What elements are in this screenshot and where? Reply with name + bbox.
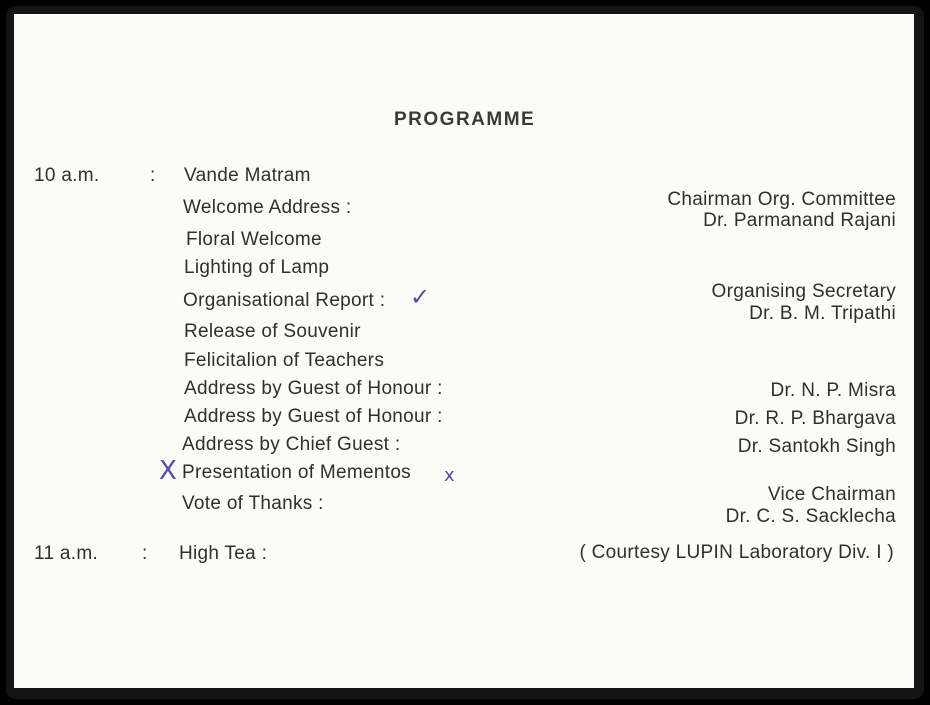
report-name: Dr. B. M. Tripathi xyxy=(749,303,896,324)
item-welcome-address: Welcome Address : xyxy=(183,197,352,218)
item-vote-of-thanks: Vote of Thanks : xyxy=(182,493,324,514)
guest1-name: Dr. N. P. Misra xyxy=(770,380,896,401)
page-title: PROGRAMME xyxy=(394,109,536,130)
cross-mark-icon: X xyxy=(159,456,177,486)
item-vande-matram: Vande Matram xyxy=(184,165,311,186)
item-organisational-report: Organisational Report : xyxy=(183,290,386,311)
guest2-name: Dr. R. P. Bhargava xyxy=(734,408,896,429)
time-colon: : xyxy=(150,165,156,186)
item-guest-honour-1: Address by Guest of Honour : xyxy=(184,378,443,399)
item-release-souvenir: Release of Souvenir xyxy=(184,321,361,342)
time-colon: : xyxy=(142,543,148,564)
chief-guest-name: Dr. Santokh Singh xyxy=(737,436,896,457)
item-presentation-mementos: Presentation of Mementos xyxy=(182,462,411,483)
time-10am: 10 a.m. xyxy=(34,165,100,186)
report-role: Organising Secretary xyxy=(711,281,896,302)
welcome-name: Dr. Parmanand Rajani xyxy=(703,210,896,231)
thanks-role: Vice Chairman xyxy=(767,484,896,505)
item-chief-guest: Address by Chief Guest : xyxy=(182,434,401,455)
cross-small-icon: x xyxy=(444,465,455,486)
tick-icon: ✓ xyxy=(410,283,431,311)
item-floral-welcome: Floral Welcome xyxy=(186,229,322,250)
tea-courtesy: ( Courtesy LUPIN Laboratory Div. I ) xyxy=(579,542,894,563)
programme-card xyxy=(14,14,914,688)
time-11am: 11 a.m. xyxy=(34,543,99,564)
welcome-role: Chairman Org. Committee xyxy=(667,189,896,210)
item-guest-honour-2: Address by Guest of Honour : xyxy=(184,406,443,427)
item-felicitation: Felicitalion of Teachers xyxy=(184,350,385,371)
thanks-name: Dr. C. S. Sacklecha xyxy=(725,506,896,527)
item-lighting-lamp: Lighting of Lamp xyxy=(184,257,330,278)
item-high-tea: High Tea : xyxy=(179,543,268,564)
